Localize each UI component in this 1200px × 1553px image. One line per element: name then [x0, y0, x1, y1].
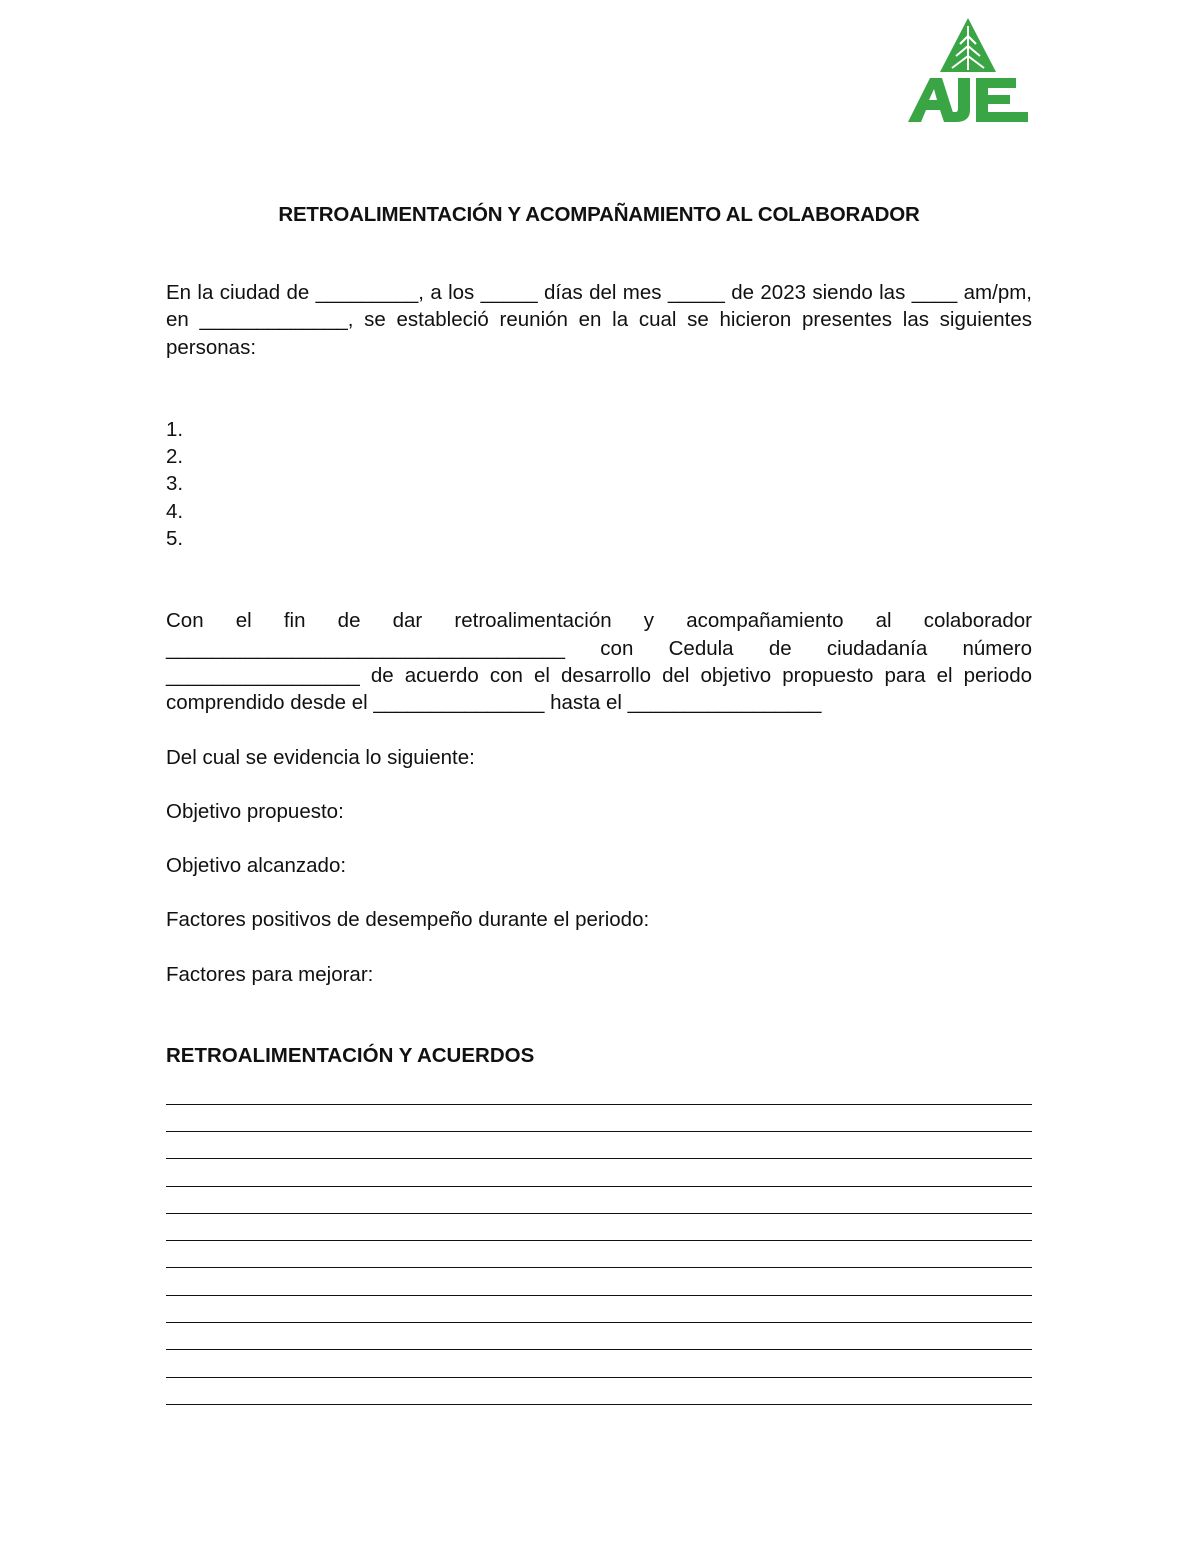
field-factores-mejorar: Factores para mejorar:	[166, 962, 374, 986]
agreement-line	[166, 1077, 1032, 1104]
field-objetivo-propuesto: Objetivo propuesto:	[166, 799, 344, 823]
agreement-line	[166, 1296, 1032, 1323]
agreement-line	[166, 1323, 1032, 1350]
aje-logo-icon	[906, 16, 1030, 126]
list-item: 3.	[166, 472, 184, 496]
field-factores-positivos: Factores positivos de desempeño durante el periodo:	[166, 908, 650, 932]
purpose-paragraph: Con el fin de dar retroalimentación y acompañamiento al colaborador ___________________________________ con Cedula de ciudadanía número _________________ de acuerdo con el desarrollo del objetivo propuesto para el periodo comprendido desde el _______________ hasta el _________________	[166, 609, 1032, 715]
agreement-line	[166, 1378, 1032, 1405]
agreement-line	[166, 1268, 1032, 1295]
agreement-line	[166, 1350, 1032, 1377]
list-item: 5.	[166, 527, 184, 551]
agreement-line	[166, 1132, 1032, 1159]
attendee-list	[166, 416, 1032, 552]
agreement-line	[166, 1105, 1032, 1132]
aje-logo	[906, 16, 1030, 126]
document-body	[166, 279, 1032, 1405]
list-item: 1.	[166, 417, 184, 441]
field-objetivo-alcanzado: Objetivo alcanzado:	[166, 854, 347, 878]
agreement-line	[166, 1241, 1032, 1268]
agreements-title: RETROALIMENTACIÓN Y ACUERDOS	[166, 1044, 535, 1068]
agreement-line	[166, 1159, 1032, 1186]
list-item: 2.	[166, 445, 184, 469]
agreement-lines	[166, 1077, 1032, 1405]
evidence-intro: Del cual se evidencia lo siguiente:	[166, 745, 475, 769]
list-item: 4.	[166, 499, 184, 523]
agreement-line	[166, 1187, 1032, 1214]
intro-paragraph: En la ciudad de _________, a los _____ días del mes _____ de 2023 siendo las ____ am/pm, en _____________, se estableció reunión en la cual se hicieron presentes las siguientes personas:	[166, 281, 1032, 359]
document-title: RETROALIMENTACIÓN Y ACOMPAÑAMIENTO AL COLABORADOR	[278, 203, 920, 226]
agreement-line	[166, 1214, 1032, 1241]
